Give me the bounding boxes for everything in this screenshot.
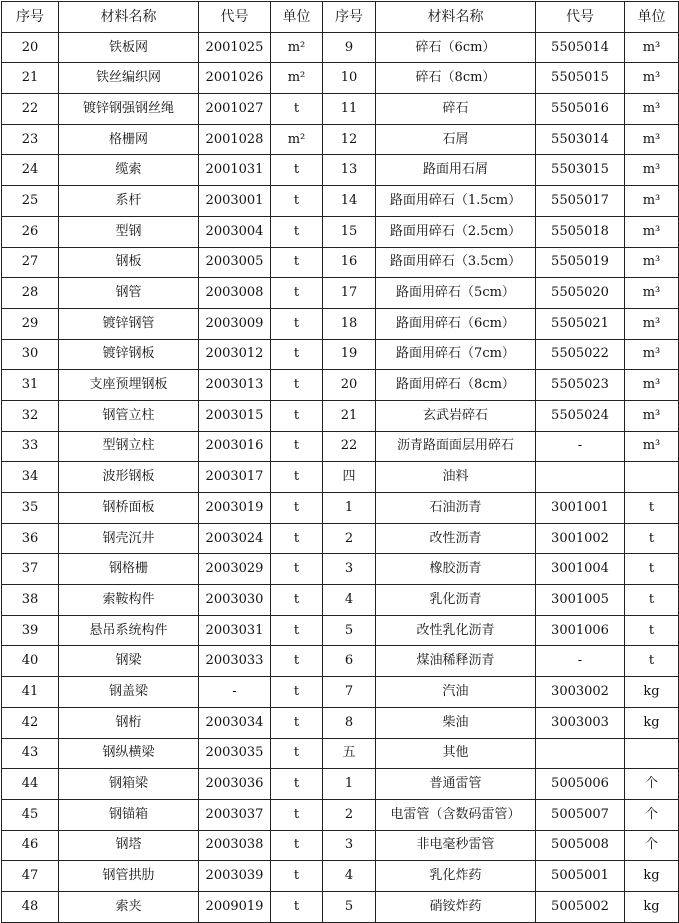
cell-material-name-right: 路面用碎石（6cm） — [376, 308, 536, 339]
cell-seq-left: 26 — [2, 216, 59, 247]
cell-code-left: 2003038 — [199, 830, 271, 861]
header-seq-right: 序号 — [323, 2, 376, 33]
cell-code-left: 2003013 — [199, 370, 271, 401]
table-row — [2, 339, 679, 370]
cell-unit-left: t — [271, 799, 323, 830]
cell-unit-right: m³ — [625, 370, 679, 401]
cell-code-left: 2003033 — [199, 646, 271, 677]
cell-seq-right: 1 — [323, 493, 376, 524]
cell-material-name-right: 路面用碎石（2.5cm） — [376, 216, 536, 247]
cell-seq-left: 22 — [2, 94, 59, 125]
cell-seq-left: 37 — [2, 554, 59, 585]
cell-seq-left: 38 — [2, 585, 59, 616]
cell-unit-right: m³ — [625, 339, 679, 370]
cell-code-right: 5005008 — [536, 830, 625, 861]
cell-material-name-left: 钢梁 — [59, 646, 199, 677]
cell-unit-right: t — [625, 615, 679, 646]
cell-unit-right: 个 — [625, 830, 679, 861]
cell-code-right: 5505018 — [536, 216, 625, 247]
cell-seq-right: 1 — [323, 769, 376, 800]
cell-unit-left: m² — [271, 63, 323, 94]
cell-code-left: 2003017 — [199, 462, 271, 493]
cell-seq-left: 45 — [2, 799, 59, 830]
cell-seq-right: 20 — [323, 370, 376, 401]
cell-seq-right: 8 — [323, 707, 376, 738]
cell-seq-left: 32 — [2, 400, 59, 431]
cell-material-name-right: 乳化沥青 — [376, 585, 536, 616]
cell-seq-right: 7 — [323, 677, 376, 708]
cell-seq-left: 29 — [2, 308, 59, 339]
cell-material-name-left: 钢塔 — [59, 830, 199, 861]
cell-code-right: 5505014 — [536, 32, 625, 63]
cell-code-left: 2001026 — [199, 63, 271, 94]
table-row — [2, 799, 679, 830]
cell-code-left: 2003009 — [199, 308, 271, 339]
cell-seq-left: 33 — [2, 431, 59, 462]
cell-material-name-right: 路面用石屑 — [376, 155, 536, 186]
cell-code-right: 5503015 — [536, 155, 625, 186]
cell-unit-left: t — [271, 523, 323, 554]
table-row — [2, 216, 679, 247]
cell-unit-right: m³ — [625, 216, 679, 247]
cell-code-left: 2003004 — [199, 216, 271, 247]
cell-code-right: 3001005 — [536, 585, 625, 616]
cell-code-right: 5505021 — [536, 308, 625, 339]
cell-unit-right: kg — [625, 861, 679, 892]
cell-unit-left: m² — [271, 32, 323, 63]
cell-unit-left: t — [271, 94, 323, 125]
table-row — [2, 186, 679, 217]
cell-seq-left: 41 — [2, 677, 59, 708]
cell-seq-left: 21 — [2, 63, 59, 94]
cell-code-right: 5503014 — [536, 124, 625, 155]
table-row — [2, 769, 679, 800]
cell-material-name-left: 钢桥面板 — [59, 493, 199, 524]
cell-unit-right: 个 — [625, 799, 679, 830]
cell-material-name-left: 型钢 — [59, 216, 199, 247]
cell-unit-left: t — [271, 615, 323, 646]
cell-unit-left: t — [271, 585, 323, 616]
cell-unit-right: m³ — [625, 308, 679, 339]
cell-unit-right: t — [625, 493, 679, 524]
cell-code-left: 2003029 — [199, 554, 271, 585]
cell-seq-left: 34 — [2, 462, 59, 493]
cell-seq-right: 21 — [323, 400, 376, 431]
cell-code-right: 5505022 — [536, 339, 625, 370]
cell-material-name-right: 非电毫秒雷管 — [376, 830, 536, 861]
cell-unit-right: t — [625, 585, 679, 616]
cell-material-name-right: 柴油 — [376, 707, 536, 738]
cell-unit-right — [625, 462, 679, 493]
cell-material-name-left: 钢箱梁 — [59, 769, 199, 800]
cell-seq-left: 35 — [2, 493, 59, 524]
table-row — [2, 493, 679, 524]
cell-seq-left: 31 — [2, 370, 59, 401]
cell-code-left: 2003030 — [199, 585, 271, 616]
cell-seq-right: 3 — [323, 554, 376, 585]
cell-seq-right: 14 — [323, 186, 376, 217]
cell-code-right: 5005002 — [536, 891, 625, 922]
cell-unit-right: m³ — [625, 32, 679, 63]
cell-unit-left: t — [271, 861, 323, 892]
table-row — [2, 738, 679, 769]
cell-seq-left: 30 — [2, 339, 59, 370]
header-unit-right: 单位 — [625, 2, 679, 33]
cell-seq-right: 10 — [323, 63, 376, 94]
cell-material-name-left: 钢壳沉井 — [59, 523, 199, 554]
cell-code-right: 5005001 — [536, 861, 625, 892]
table-row — [2, 677, 679, 708]
cell-material-name-left: 镀锌钢板 — [59, 339, 199, 370]
cell-unit-left: t — [271, 216, 323, 247]
table-row — [2, 308, 679, 339]
cell-seq-left: 48 — [2, 891, 59, 922]
cell-code-left: 2003012 — [199, 339, 271, 370]
cell-code-left: 2003035 — [199, 738, 271, 769]
cell-material-name-left: 钢纵横梁 — [59, 738, 199, 769]
cell-seq-left: 47 — [2, 861, 59, 892]
cell-code-right: 5505019 — [536, 247, 625, 278]
cell-unit-right: m³ — [625, 63, 679, 94]
cell-code-left: 2003001 — [199, 186, 271, 217]
cell-seq-left: 43 — [2, 738, 59, 769]
cell-material-name-right: 路面用碎石（1.5cm） — [376, 186, 536, 217]
cell-material-name-left: 系杆 — [59, 186, 199, 217]
cell-code-left: 2001028 — [199, 124, 271, 155]
table-row — [2, 63, 679, 94]
cell-code-left: 2003005 — [199, 247, 271, 278]
cell-unit-right: kg — [625, 677, 679, 708]
cell-material-name-left: 钢管拱肋 — [59, 861, 199, 892]
cell-code-left: 2003008 — [199, 278, 271, 309]
cell-seq-left: 27 — [2, 247, 59, 278]
cell-seq-right: 17 — [323, 278, 376, 309]
cell-unit-right: m³ — [625, 155, 679, 186]
cell-material-name-right: 沥青路面面层用碎石 — [376, 431, 536, 462]
cell-unit-left: t — [271, 155, 323, 186]
cell-material-name-right: 煤油稀释沥青 — [376, 646, 536, 677]
cell-code-left: 2003015 — [199, 400, 271, 431]
cell-unit-right: m³ — [625, 247, 679, 278]
cell-seq-left: 44 — [2, 769, 59, 800]
cell-material-name-left: 镀锌钢管 — [59, 308, 199, 339]
cell-seq-left: 24 — [2, 155, 59, 186]
cell-material-name-right: 石油沥青 — [376, 493, 536, 524]
cell-material-name-right: 碎石 — [376, 94, 536, 125]
cell-seq-left: 46 — [2, 830, 59, 861]
cell-code-right: 3001002 — [536, 523, 625, 554]
cell-unit-left: t — [271, 400, 323, 431]
cell-code-right — [536, 462, 625, 493]
header-seq-left: 序号 — [2, 2, 59, 33]
cell-unit-right: kg — [625, 707, 679, 738]
cell-unit-left: m² — [271, 124, 323, 155]
cell-code-left: 2003024 — [199, 523, 271, 554]
cell-seq-right: 9 — [323, 32, 376, 63]
cell-unit-left: t — [271, 493, 323, 524]
cell-material-name-left: 钢锚箱 — [59, 799, 199, 830]
cell-seq-right: 12 — [323, 124, 376, 155]
cell-unit-left: t — [271, 830, 323, 861]
table-row — [2, 94, 679, 125]
cell-material-name-right: 路面用碎石（5cm） — [376, 278, 536, 309]
table-row — [2, 124, 679, 155]
cell-seq-left: 40 — [2, 646, 59, 677]
cell-material-name-left: 波形钢板 — [59, 462, 199, 493]
cell-code-right: 5505016 — [536, 94, 625, 125]
cell-unit-right: m³ — [625, 400, 679, 431]
cell-material-name-left: 钢盖梁 — [59, 677, 199, 708]
cell-unit-left: t — [271, 339, 323, 370]
table-row — [2, 830, 679, 861]
cell-material-name-right: 路面用碎石（3.5cm） — [376, 247, 536, 278]
table-body — [2, 32, 679, 922]
cell-unit-right: m³ — [625, 186, 679, 217]
table-row — [2, 523, 679, 554]
cell-code-right: 5005007 — [536, 799, 625, 830]
cell-material-name-right: 路面用碎石（8cm） — [376, 370, 536, 401]
cell-material-name-right: 油料 — [376, 462, 536, 493]
cell-unit-right: kg — [625, 891, 679, 922]
cell-material-name-right: 橡胶沥青 — [376, 554, 536, 585]
cell-unit-left: t — [271, 278, 323, 309]
cell-seq-right: 19 — [323, 339, 376, 370]
cell-material-name-right: 普通雷管 — [376, 769, 536, 800]
cell-code-right: - — [536, 431, 625, 462]
cell-material-name-left: 悬吊系统构件 — [59, 615, 199, 646]
cell-code-left: 2003031 — [199, 615, 271, 646]
cell-seq-left: 25 — [2, 186, 59, 217]
cell-code-left: 2003034 — [199, 707, 271, 738]
cell-unit-left: t — [271, 554, 323, 585]
cell-unit-right: t — [625, 646, 679, 677]
cell-unit-left: t — [271, 247, 323, 278]
cell-material-name-right: 硝铵炸药 — [376, 891, 536, 922]
cell-material-name-right: 碎石（6cm） — [376, 32, 536, 63]
table-row — [2, 861, 679, 892]
cell-code-right: 5505020 — [536, 278, 625, 309]
cell-unit-right: m³ — [625, 124, 679, 155]
cell-seq-left: 36 — [2, 523, 59, 554]
table-row — [2, 32, 679, 63]
cell-material-name-left: 索鞍构件 — [59, 585, 199, 616]
cell-code-right: 5505024 — [536, 400, 625, 431]
table-row — [2, 155, 679, 186]
cell-code-left: - — [199, 677, 271, 708]
cell-material-name-left: 支座预埋钢板 — [59, 370, 199, 401]
cell-code-left: 2001031 — [199, 155, 271, 186]
cell-code-right: 3003002 — [536, 677, 625, 708]
cell-material-name-left: 钢桁 — [59, 707, 199, 738]
table-row — [2, 615, 679, 646]
cell-unit-left: t — [271, 462, 323, 493]
cell-material-name-right: 路面用碎石（7cm） — [376, 339, 536, 370]
cell-unit-left: t — [271, 769, 323, 800]
materials-code-table — [1, 1, 679, 923]
cell-material-name-left: 钢格栅 — [59, 554, 199, 585]
cell-seq-left: 39 — [2, 615, 59, 646]
cell-seq-right: 五 — [323, 738, 376, 769]
cell-seq-right: 4 — [323, 861, 376, 892]
cell-material-name-left: 铁板网 — [59, 32, 199, 63]
cell-material-name-right: 汽油 — [376, 677, 536, 708]
cell-unit-right: t — [625, 523, 679, 554]
cell-material-name-left: 钢管 — [59, 278, 199, 309]
cell-unit-right: m³ — [625, 94, 679, 125]
cell-code-right: 5505023 — [536, 370, 625, 401]
cell-code-right: - — [536, 646, 625, 677]
cell-material-name-left: 格栅网 — [59, 124, 199, 155]
cell-material-name-right: 改性乳化沥青 — [376, 615, 536, 646]
cell-material-name-left: 镀锌钢强钢丝绳 — [59, 94, 199, 125]
cell-code-left: 2003039 — [199, 861, 271, 892]
cell-seq-right: 13 — [323, 155, 376, 186]
cell-seq-left: 28 — [2, 278, 59, 309]
cell-code-left: 2001025 — [199, 32, 271, 63]
cell-seq-right: 2 — [323, 523, 376, 554]
cell-unit-right: m³ — [625, 278, 679, 309]
cell-seq-right: 2 — [323, 799, 376, 830]
cell-unit-left: t — [271, 431, 323, 462]
cell-unit-left: t — [271, 370, 323, 401]
header-unit-left: 单位 — [271, 2, 323, 33]
header-material-name-left: 材料名称 — [59, 2, 199, 33]
table-row — [2, 278, 679, 309]
cell-material-name-right: 碎石（8cm） — [376, 63, 536, 94]
cell-material-name-right: 玄武岩碎石 — [376, 400, 536, 431]
cell-unit-left: t — [271, 707, 323, 738]
cell-seq-right: 3 — [323, 830, 376, 861]
cell-code-right: 3001001 — [536, 493, 625, 524]
cell-code-right: 3001004 — [536, 554, 625, 585]
cell-material-name-right: 改性沥青 — [376, 523, 536, 554]
cell-unit-right: m³ — [625, 431, 679, 462]
cell-unit-left: t — [271, 677, 323, 708]
cell-seq-right: 5 — [323, 615, 376, 646]
cell-seq-right: 5 — [323, 891, 376, 922]
cell-material-name-right: 其他 — [376, 738, 536, 769]
cell-seq-right: 15 — [323, 216, 376, 247]
cell-code-left: 2003037 — [199, 799, 271, 830]
cell-unit-left: t — [271, 308, 323, 339]
cell-seq-right: 4 — [323, 585, 376, 616]
table-row — [2, 370, 679, 401]
cell-code-right: 3001006 — [536, 615, 625, 646]
header-row — [2, 2, 679, 33]
cell-code-right: 5005006 — [536, 769, 625, 800]
cell-material-name-left: 钢板 — [59, 247, 199, 278]
cell-code-right — [536, 738, 625, 769]
cell-unit-left: t — [271, 646, 323, 677]
cell-code-left: 2003036 — [199, 769, 271, 800]
cell-seq-right: 18 — [323, 308, 376, 339]
table-row — [2, 462, 679, 493]
cell-material-name-right: 电雷管（含数码雷管） — [376, 799, 536, 830]
cell-seq-right: 四 — [323, 462, 376, 493]
table-row — [2, 646, 679, 677]
table-row — [2, 707, 679, 738]
cell-unit-left: t — [271, 738, 323, 769]
cell-unit-left: t — [271, 891, 323, 922]
cell-seq-left: 23 — [2, 124, 59, 155]
cell-material-name-right: 石屑 — [376, 124, 536, 155]
cell-unit-right: t — [625, 554, 679, 585]
cell-code-left: 2001027 — [199, 94, 271, 125]
header-material-name-right: 材料名称 — [376, 2, 536, 33]
cell-material-name-left: 缆索 — [59, 155, 199, 186]
cell-material-name-left: 索夹 — [59, 891, 199, 922]
cell-code-left: 2003019 — [199, 493, 271, 524]
cell-material-name-left: 铁丝编织网 — [59, 63, 199, 94]
cell-unit-right — [625, 738, 679, 769]
cell-seq-right: 11 — [323, 94, 376, 125]
table-row — [2, 891, 679, 922]
cell-material-name-left: 型钢立柱 — [59, 431, 199, 462]
cell-code-right: 3003003 — [536, 707, 625, 738]
table-row — [2, 585, 679, 616]
cell-material-name-right: 乳化炸药 — [376, 861, 536, 892]
table-row — [2, 431, 679, 462]
table-row — [2, 247, 679, 278]
cell-unit-right: 个 — [625, 769, 679, 800]
cell-seq-right: 22 — [323, 431, 376, 462]
cell-code-right: 5505017 — [536, 186, 625, 217]
header-code-right: 代号 — [536, 2, 625, 33]
cell-material-name-left: 钢管立柱 — [59, 400, 199, 431]
table-row — [2, 554, 679, 585]
cell-code-left: 2009019 — [199, 891, 271, 922]
cell-seq-right: 6 — [323, 646, 376, 677]
cell-code-left: 2003016 — [199, 431, 271, 462]
table-row — [2, 400, 679, 431]
cell-seq-right: 16 — [323, 247, 376, 278]
cell-code-right: 5505015 — [536, 63, 625, 94]
cell-unit-left: t — [271, 186, 323, 217]
header-code-left: 代号 — [199, 2, 271, 33]
cell-seq-left: 20 — [2, 32, 59, 63]
cell-seq-left: 42 — [2, 707, 59, 738]
